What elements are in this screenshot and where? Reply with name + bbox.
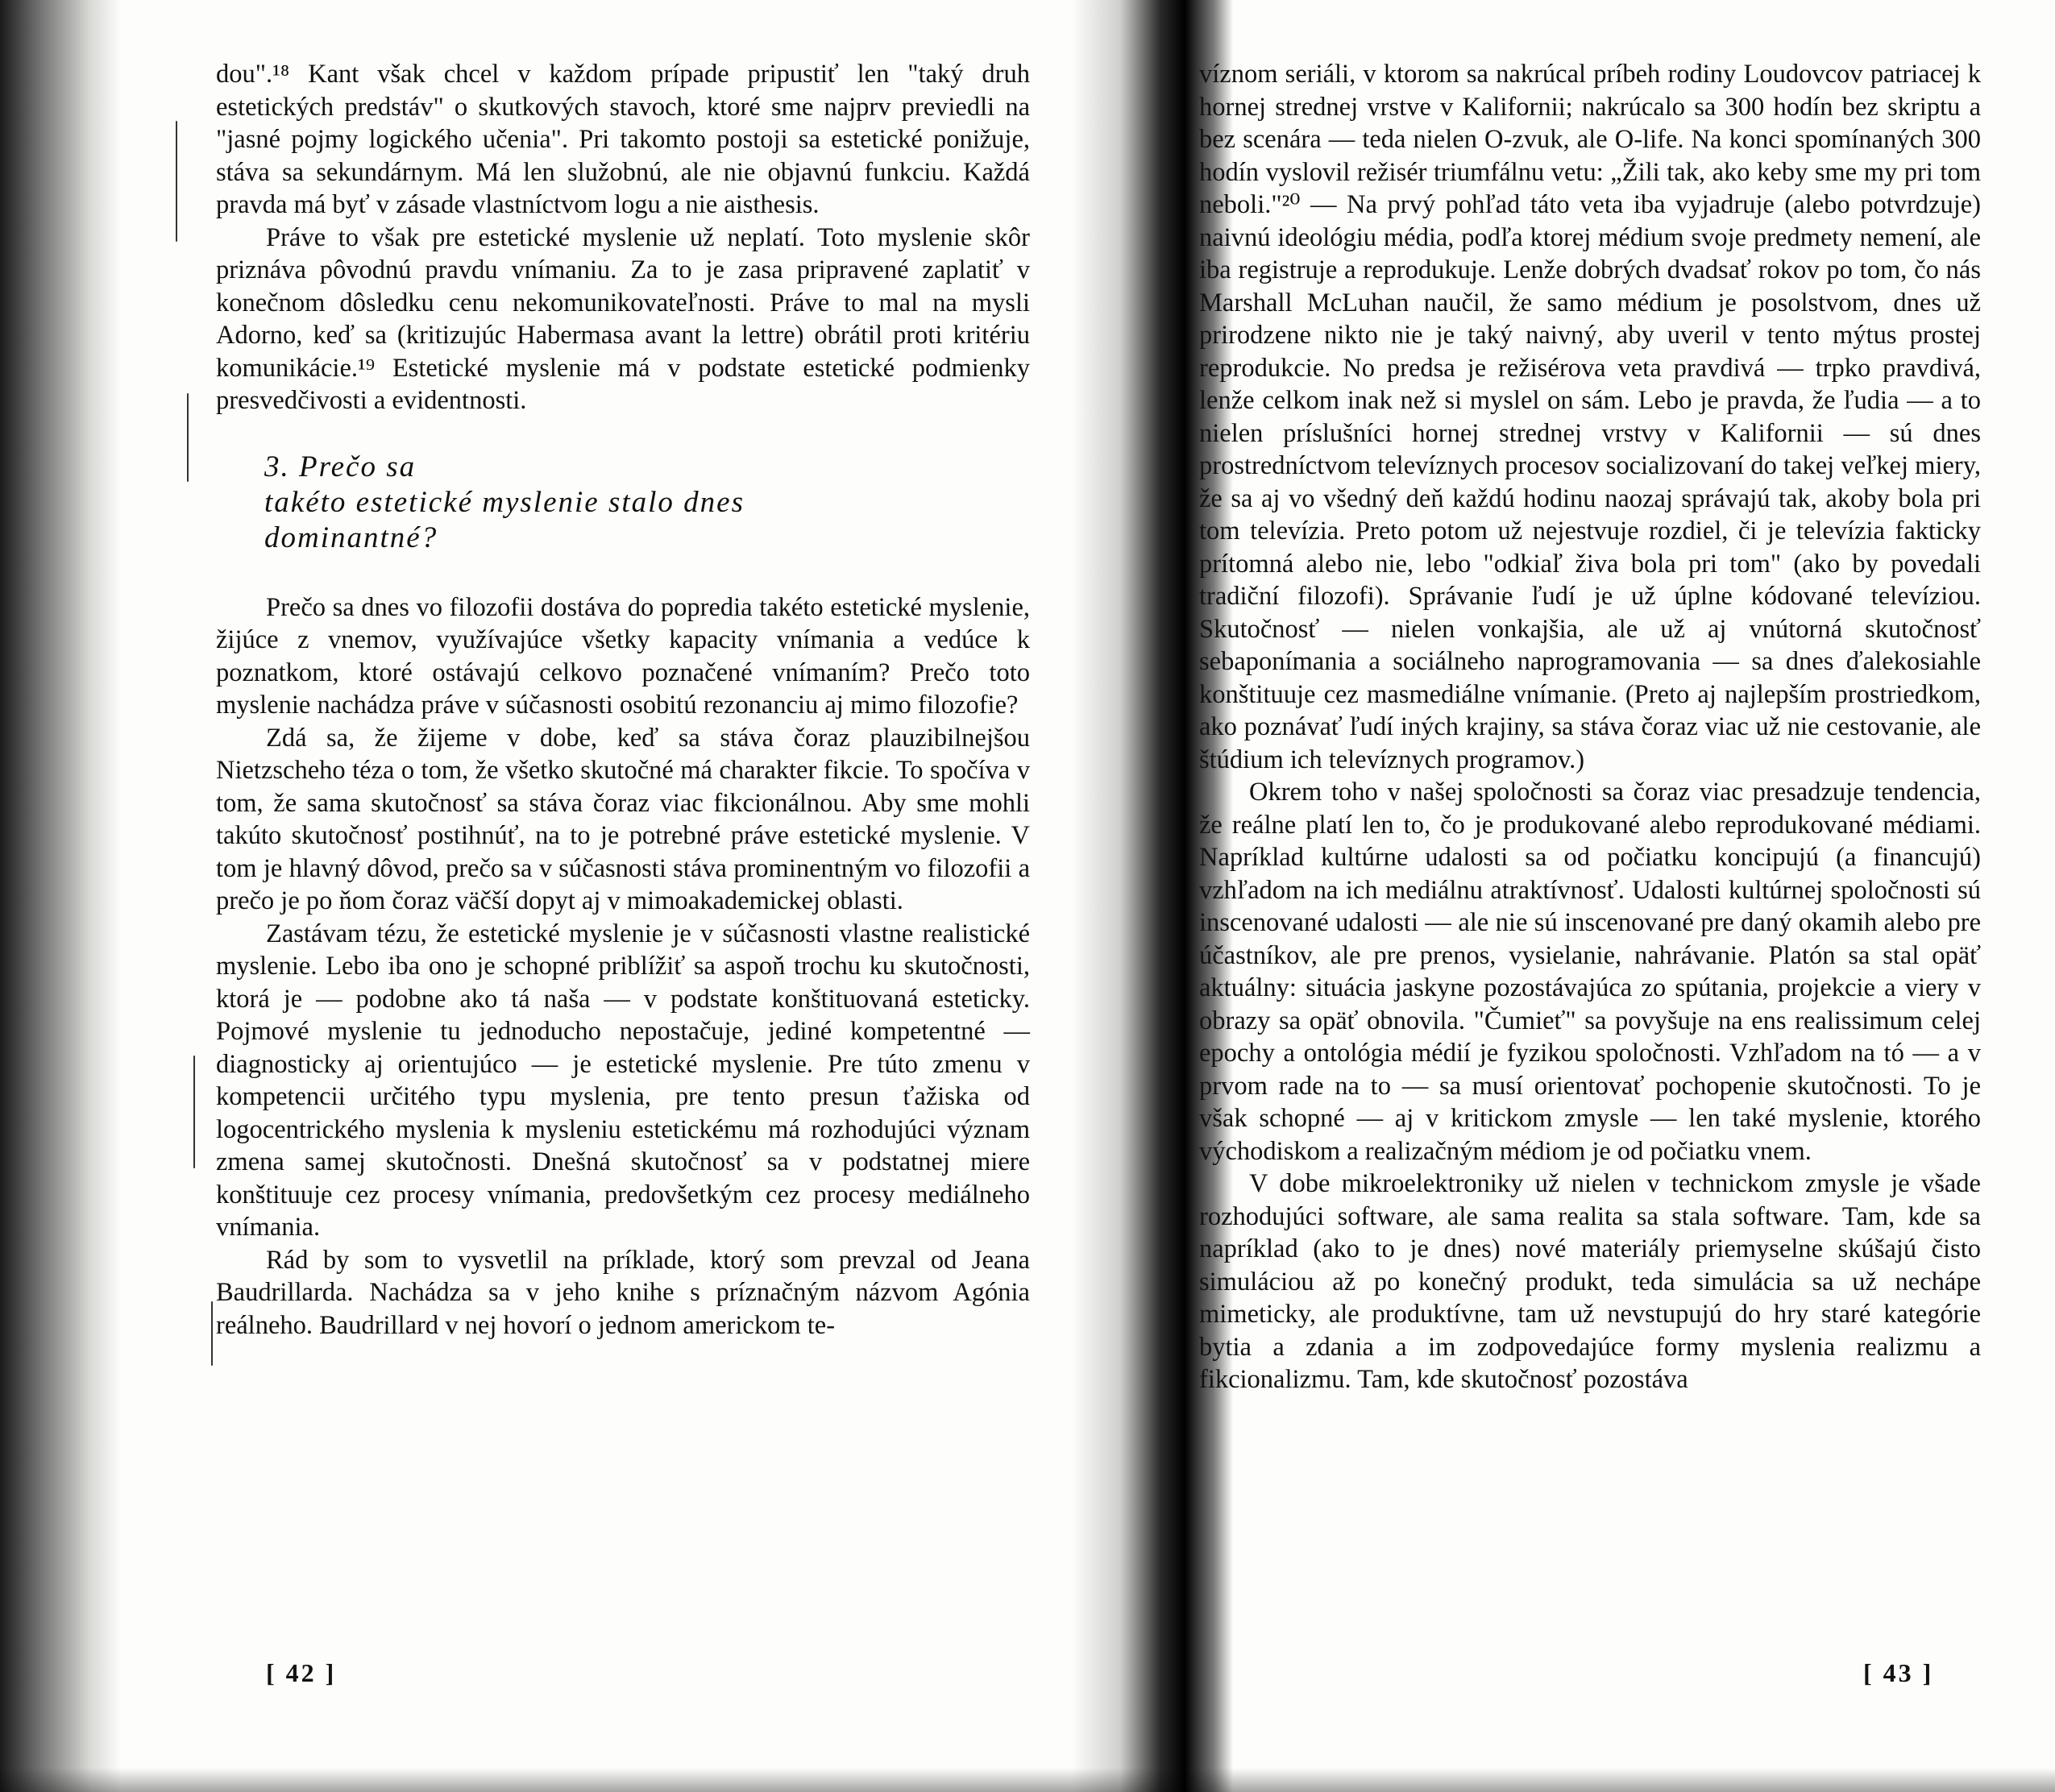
paragraph: Rád by som to vysvetlil na príklade, ktorý som prevzal od Jeana Baudrillarda. Nachádza sa v jeho knihe s príznačným názvom Agónia reálneho. Baudrillard v nej hovorí o jednom americkom te- (216, 1245, 1030, 1340)
paragraph: Prečo sa dnes vo filozofii dostáva do popredia takéto estetické myslenie, žijúce z vnemov, využívajúce všetky kapacity vnímania a vedúce k poznatkom, ktoré ostávajú celkovo poznačené vnímaním? Prečo toto myslenie nachádza práve v súčasnosti osobitú rezonanciu aj mimo filozofie? (216, 592, 1030, 720)
paragraph: Zastávam tézu, že estetické myslenie je v súčasnosti vlastne realistické myslenie. Lebo iba ono je schopné priblížiť sa aspoň trochu ku skutočnosti, ktorá je — podobne ako tá naša — v podstate konštituovaná esteticky. Pojmové myslenie tu jednoducho nepostačuje, jediné kompetentné — diagnosticky aj orientujúco — je estetické myslenie. Pre túto zmenu v kompetencii určitého typu myslenia, pre tento presun ťažiska od logocentrického myslenia k mysleniu estetickému má rozhodujúci význam zmena samej skutočnosti. Dnešná skutočnosť sa v podstatnej miere konštituuje cez procesy vnímania, predovšetkým cez procesy mediálneho vnímania. (216, 919, 1030, 1242)
section-heading (264, 450, 1030, 556)
page-edge-shadow (0, 0, 121, 1792)
paragraph: víznom seriáli, v ktorom sa nakrúcal príbeh rodiny Loudovcov patriacej k hornej strednej vrstve v Kalifornii; nakrúcalo sa 300 hodín bez skriptu a bez scenára — teda nielen O-zvuk, ale O-life. Na konci spomínaných 300 hodín vyslovil režisér triumfálnu vetu: „Žili tak, ako keby sme my pri tom neboli."²⁰ — Na prvý pohľad táto veta iba vyjadruje (alebo potvrdzuje) naivnú ideológiu média, podľa ktorej médium svoje predmety nemení, ale iba registruje a reprodukuje. Lenže dobrých dvadsať rokov po tom, čo nás Marshall McLuhan naučil, že samo médium je posolstvom, dnes už prirodzene nikto nie je taký naivný, aby uveril v tento mýtus prostej reprodukcie. No predsa je režisérova veta pravdivá — trpko pravdivá, lenže celkom inak než si myslel on sám. Lebo je pravda, že ľudia — a to nielen príslušníci hornej strednej vrstvy v Kalifornii — sú dnes prostredníctvom televíznych procesov socializovaní do takej veľkej miery, že sa aj vo všedný deň každú hodinu naozaj správajú tak, akoby bola pri tom televízia. Preto potom už nejestvuje rozdiel, či je televízia fakticky prítomná alebo nie, lebo "odkiaľ živa bola pri tom" (ako by povedali tradiční filozofi). Správanie ľudí je už úplne kódované televíziou. Skutočnosť — nielen vonkajšia, ale už aj vnútorná skutočnosť sebaponímania a sociálneho naprogramovania — sa dnes ďalekosiahle konštituuje cez masmediálne vnímanie. (Preto aj najlepším prostriedkom, ako poznávať ľudí iných krajiny, sa stáva čoraz viac už nie cestovanie, ale štúdium ich televíznych programov.) (1199, 60, 1981, 774)
page-number-right: [ 43 ] (1863, 1658, 1934, 1687)
left-page (216, 58, 1030, 1342)
margin-pencil-mark (176, 121, 177, 242)
section-heading-line: takéto estetické myslenie stalo dnes (264, 485, 745, 519)
margin-pencil-mark (211, 1301, 213, 1366)
paragraph: dou".¹⁸ Kant však chcel v každom prípade pripustiť len "taký druh estetických predstáv" o skutkových stavoch, ktoré sme najprv previedli na "jasné pojmy logického učenia". Pri takomto postoji sa estetické ponižuje, stáva sa sekundárnym. Má len služobnú, ale nie objavnú funkciu. Každá pravda má byť v zásade vlastníctvom logu a nie aisthesis. (216, 60, 1030, 219)
margin-pencil-mark (187, 393, 189, 482)
right-page (1199, 58, 1981, 1396)
paragraph: V dobe mikroelektroniky už nielen v technickom zmysle je všade rozhodujúci software, ale sama realita sa stala software. Tam, kde sa napríklad (ako to je dnes) nové materiály priemyselne skúšajú čisto simuláciou až po konečný produkt, teda simulácia sa už nechápe mimeticky, ale produktívne, tam už nevstupujú do hry staré kategórie bytia a zdania a im zodpovedajúce formy myslenia realizmu a fikcionalizmu. Tam, kde skutočnosť pozostáva (1199, 1169, 1981, 1394)
section-heading-line: 3. Prečo sa (264, 450, 417, 483)
paragraph: Práve to však pre estetické myslenie už neplatí. Toto myslenie skôr priznáva pôvodnú pravdu vnímaniu. Za to je zasa pripravené zaplatiť v konečnom dôsledku cenu nekomunikovateľnosti. Práve to mal na mysli Adorno, keď sa (kritizujúc Habermasa avant la lettre) obrátil proti kritériu komunikácie.¹⁹ Estetické myslenie má v podstate estetické podmienky presvedčivosti a evidentnosti. (216, 222, 1030, 415)
paragraph: Zdá sa, že žijeme v dobe, keď sa stáva čoraz plauzibilnejšou Nietzscheho téza o tom, že všetko skutočné má charakter fikcie. To spočíva v tom, že sama skutočnosť sa stáva čoraz viac fikcionálnou. Aby sme mohli takúto skutočnosť postihnúť, na to je potrebné práve estetické myslenie. V tom je hlavný dôvod, prečo sa v súčasnosti stáva prominentným vo filozofii a prečo je po ňom čoraz väčší dopyt aj v mimoakademickej oblasti. (216, 723, 1030, 915)
section-heading-line: dominantné? (264, 521, 438, 554)
bottom-edge-shadow (0, 1768, 2055, 1792)
paragraph: Okrem toho v našej spoločnosti sa čoraz viac presadzuje tendencia, že reálne platí len to, čo je produkované alebo reprodukované médiami. Napríklad kultúrne udalosti sa od počiatku koncipujú (a financujú) vzhľadom na ich mediálnu atraktívnosť. Udalosti kultúrnej spoločnosti sú inscenované udalosti — ale nie sú inscenované pre daný okamih alebo pre účastníkov, ale pre prenos, vysielanie, nahrávanie. Platón sa stal opäť aktuálny: situácia jaskyne pozostávajúca zo spútania, projekcie a viery v obrazy sa opäť obnovila. "Čumieť" sa povyšuje na ens realissimum celej epochy a ontológia médií je fyzikou spoločnosti. Vzhľadom na tó — a v prvom rade na to — sa musí orientovať pochopenie skutočnosti. To je však schopné — aj v kritickom zmysle — len také myslenie, ktorého východiskom a realizačným médiom je od počiatku vnem. (1199, 778, 1981, 1166)
margin-pencil-mark (193, 1056, 195, 1168)
page-number-left: [ 42 ] (266, 1658, 337, 1687)
